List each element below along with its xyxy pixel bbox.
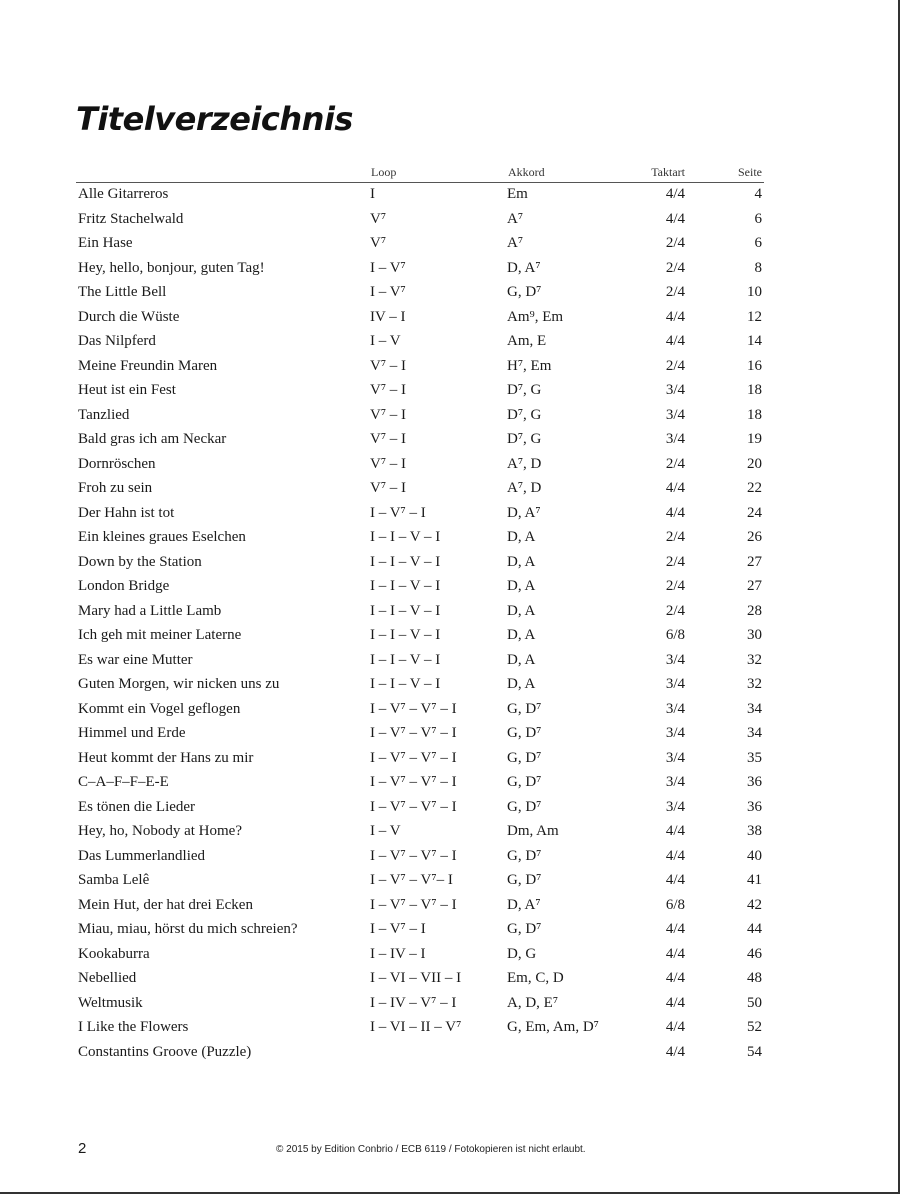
toc-row	[76, 649, 764, 674]
toc-row	[76, 477, 764, 502]
song-chord: Am⁹, Em	[507, 308, 564, 325]
toc-row	[76, 967, 764, 992]
song-chord: D⁷, G	[507, 406, 542, 423]
song-title: Kommt ein Vogel geflogen	[78, 700, 241, 717]
song-loop: I	[370, 186, 375, 202]
song-title: Das Lummerlandlied	[78, 847, 206, 864]
song-takt: 4/4	[665, 1043, 685, 1060]
song-title: Hey, ho, Nobody at Home?	[78, 823, 242, 839]
song-loop: I – V	[370, 333, 401, 349]
song-loop: I – V⁷ – V⁷ – I	[370, 774, 457, 790]
song-page: 12	[747, 308, 762, 325]
song-takt: 2/4	[665, 455, 685, 472]
song-page: 28	[747, 602, 762, 619]
song-chord: D, A	[507, 627, 536, 643]
song-chord: Em, C, D	[507, 970, 564, 986]
song-page: 35	[747, 749, 762, 766]
song-loop: I – V⁷ – V⁷– I	[370, 872, 453, 888]
song-takt: 4/4	[665, 823, 685, 839]
header-page: Seite	[738, 165, 762, 179]
song-chord: G, D⁷	[507, 725, 542, 741]
toc-row	[76, 845, 764, 870]
song-title: C–A–F–F–E-E	[78, 774, 169, 790]
song-takt: 4/4	[665, 186, 685, 202]
song-chord: Am, E	[507, 333, 547, 349]
song-title: Alle Gitarreros	[78, 186, 169, 202]
toc-row	[76, 722, 764, 747]
song-loop: V⁷	[370, 235, 387, 251]
song-chord: D⁷, G	[507, 431, 542, 447]
song-takt: 4/4	[665, 921, 685, 937]
song-title: I Like the Flowers	[78, 1019, 189, 1035]
toc-row	[76, 208, 764, 233]
song-takt: 4/4	[665, 504, 685, 521]
song-title: Mein Hut, der hat drei Ecken	[78, 896, 253, 913]
song-loop: V⁷ – I	[370, 431, 407, 447]
toc-row	[76, 281, 764, 306]
song-takt: 4/4	[665, 970, 685, 986]
song-title: London Bridge	[78, 578, 170, 594]
song-page: 34	[747, 700, 762, 717]
toc-row	[76, 575, 764, 600]
song-page: 4	[754, 186, 762, 202]
song-chord: D, A⁷	[507, 259, 541, 276]
song-title: Nebellied	[78, 970, 137, 986]
song-loop: V⁷ – I	[370, 406, 407, 423]
toc-row	[76, 453, 764, 478]
song-takt: 2/4	[665, 284, 685, 300]
song-loop: I – VI – II – V⁷	[370, 1019, 462, 1035]
toc-row	[76, 600, 764, 625]
song-page: 27	[747, 553, 762, 570]
song-title: Down by the Station	[78, 553, 202, 570]
header-takt: Taktart	[651, 165, 685, 179]
song-page: 6	[754, 235, 762, 251]
song-page: 6	[754, 210, 762, 227]
song-chord: G, D⁷	[507, 284, 542, 300]
song-chord: G, D⁷	[507, 872, 542, 888]
song-takt: 3/4	[665, 798, 685, 815]
toc-row	[76, 918, 764, 943]
song-title: Miau, miau, hörst du mich schreien?	[78, 921, 298, 937]
song-chord: D, A	[507, 529, 536, 545]
song-takt: 6/8	[665, 627, 685, 643]
song-page: 24	[747, 504, 762, 521]
song-title: The Little Bell	[78, 284, 167, 300]
song-loop: I – V⁷ – V⁷ – I	[370, 700, 457, 717]
song-loop: V⁷	[370, 210, 387, 227]
song-page: 18	[747, 406, 762, 423]
toc-row	[76, 698, 764, 723]
song-title: Der Hahn ist tot	[78, 504, 175, 521]
song-loop: I – VI – VII – I	[370, 970, 462, 986]
song-title: Weltmusik	[78, 994, 143, 1011]
song-loop: I – V⁷	[370, 284, 406, 300]
song-page: 50	[747, 994, 762, 1011]
song-takt: 3/4	[665, 382, 685, 398]
toc-row	[76, 355, 764, 380]
song-title: Es war eine Mutter	[78, 651, 193, 668]
toc-row	[76, 673, 764, 698]
header-chord: Akkord	[508, 165, 545, 179]
song-page: 40	[747, 847, 762, 864]
song-title: Hey, hello, bonjour, guten Tag!	[78, 259, 265, 276]
song-title: Es tönen die Lieder	[78, 798, 196, 815]
toc-row	[76, 1016, 764, 1041]
song-chord: D, A	[507, 651, 536, 668]
song-title: Himmel und Erde	[78, 725, 186, 741]
song-page: 22	[747, 480, 762, 496]
song-takt: 4/4	[665, 847, 685, 864]
song-chord: D, A	[507, 602, 536, 619]
song-chord: G, D⁷	[507, 700, 542, 717]
song-loop: I – I – V – I	[370, 529, 441, 545]
song-takt: 4/4	[665, 1019, 685, 1035]
toc-row	[76, 796, 764, 821]
song-takt: 3/4	[665, 431, 685, 447]
song-chord: A⁷, D	[507, 480, 542, 496]
song-loop: I – V⁷ – V⁷ – I	[370, 798, 457, 815]
song-chord: G, Em, Am, D⁷	[507, 1019, 599, 1035]
song-takt: 3/4	[665, 651, 685, 668]
song-title: Durch die Wüste	[78, 308, 180, 325]
song-loop: I – V⁷ – I	[370, 921, 426, 937]
song-title: Fritz Stachelwald	[78, 210, 184, 227]
toc-row	[76, 330, 764, 355]
song-page: 26	[747, 529, 762, 545]
song-takt: 2/4	[665, 357, 685, 374]
toc-row	[76, 306, 764, 331]
toc-row	[76, 943, 764, 968]
song-chord: D, A⁷	[507, 896, 541, 913]
song-title: Tanzlied	[78, 406, 130, 423]
song-loop: I – IV – V⁷ – I	[370, 994, 457, 1011]
song-chord: G, D⁷	[507, 774, 542, 790]
song-title: Constantins Groove (Puzzle)	[78, 1043, 252, 1060]
song-chord: D, G	[507, 945, 537, 962]
song-page: 18	[747, 382, 762, 398]
song-takt: 3/4	[665, 749, 685, 766]
song-title: Bald gras ich am Neckar	[78, 431, 227, 447]
song-title: Ein kleines graues Eselchen	[78, 529, 246, 545]
song-chord: D, A	[507, 578, 536, 594]
song-loop: V⁷ – I	[370, 455, 407, 472]
song-page: 54	[747, 1043, 762, 1060]
toc-row	[76, 379, 764, 404]
song-takt: 3/4	[665, 676, 685, 692]
toc-row	[76, 232, 764, 257]
song-page: 10	[747, 284, 762, 300]
song-loop: I – V⁷ – V⁷ – I	[370, 749, 457, 766]
song-chord: D, A⁷	[507, 504, 541, 521]
song-page: 52	[747, 1019, 762, 1035]
footer-page-number: 2	[78, 1140, 87, 1157]
song-takt: 2/4	[665, 578, 685, 594]
song-takt: 4/4	[665, 994, 685, 1011]
song-title: Ein Hase	[78, 235, 133, 251]
song-takt: 4/4	[665, 872, 685, 888]
song-chord: A⁷, D	[507, 455, 542, 472]
toc-row	[76, 894, 764, 919]
song-page: 38	[747, 823, 762, 839]
song-page: 32	[747, 651, 762, 668]
song-takt: 4/4	[665, 308, 685, 325]
header-loop: Loop	[371, 165, 397, 179]
song-takt: 3/4	[665, 700, 685, 717]
song-chord: Em	[507, 186, 528, 202]
toc-row	[76, 869, 764, 894]
song-page: 36	[747, 774, 762, 790]
song-page: 20	[747, 455, 762, 472]
song-takt: 4/4	[665, 333, 685, 349]
song-chord: H⁷, Em	[507, 357, 552, 374]
song-takt: 2/4	[665, 602, 685, 619]
song-loop: I – V	[370, 823, 401, 839]
page-title: Titelverzeichnis	[76, 100, 353, 138]
song-chord: G, D⁷	[507, 921, 542, 937]
song-chord: Dm, Am	[507, 823, 559, 839]
song-loop: V⁷ – I	[370, 357, 407, 374]
song-title: Dornröschen	[78, 455, 156, 472]
song-page: 42	[747, 896, 762, 913]
toc-row	[76, 820, 764, 845]
song-page: 32	[747, 676, 762, 692]
song-title: Heut ist ein Fest	[78, 382, 176, 398]
toc-row	[76, 428, 764, 453]
song-chord: G, D⁷	[507, 847, 542, 864]
song-title: Ich geh mit meiner Laterne	[78, 627, 242, 643]
song-page: 36	[747, 798, 762, 815]
toc-row	[76, 404, 764, 429]
song-loop: I – V⁷ – V⁷ – I	[370, 725, 457, 741]
song-loop: I – I – V – I	[370, 676, 441, 692]
song-takt: 4/4	[665, 210, 685, 227]
song-page: 48	[747, 970, 762, 986]
song-chord: D, A	[507, 553, 536, 570]
song-chord: G, D⁷	[507, 798, 542, 815]
toc-row	[76, 526, 764, 551]
song-chord: A, D, E⁷	[507, 994, 559, 1011]
song-loop: I – I – V – I	[370, 651, 441, 668]
song-loop: I – IV – I	[370, 945, 426, 962]
song-takt: 3/4	[665, 725, 685, 741]
song-page: 46	[747, 945, 762, 962]
song-takt: 3/4	[665, 406, 685, 423]
song-page: 27	[747, 578, 762, 594]
song-chord: D, A	[507, 676, 536, 692]
song-title: Kookaburra	[78, 945, 150, 962]
toc-row	[76, 502, 764, 527]
toc-rows	[76, 183, 764, 1065]
song-loop: V⁷ – I	[370, 382, 407, 398]
toc-row	[76, 551, 764, 576]
toc-row	[76, 257, 764, 282]
song-chord: D⁷, G	[507, 382, 542, 398]
song-page: 41	[747, 872, 762, 888]
toc-row	[76, 747, 764, 772]
song-loop: I – V⁷ – V⁷ – I	[370, 896, 457, 913]
song-loop: I – V⁷ – V⁷ – I	[370, 847, 457, 864]
song-takt: 2/4	[665, 235, 685, 251]
song-loop: V⁷ – I	[370, 480, 407, 496]
song-takt: 6/8	[665, 896, 685, 913]
song-chord: A⁷	[507, 210, 524, 227]
toc-row	[76, 624, 764, 649]
toc-row	[76, 1041, 764, 1066]
toc-row	[76, 183, 764, 208]
song-title: Samba Lelê	[78, 872, 150, 888]
song-title: Meine Freundin Maren	[78, 357, 218, 374]
song-loop: I – V⁷ – I	[370, 504, 426, 521]
song-page: 16	[747, 357, 762, 374]
song-page: 44	[747, 921, 762, 937]
song-takt: 2/4	[665, 529, 685, 545]
song-title: Das Nilpferd	[78, 333, 156, 349]
song-loop: I – I – V – I	[370, 553, 441, 570]
song-loop: I – I – V – I	[370, 627, 441, 643]
song-page: 30	[747, 627, 762, 643]
toc-row	[76, 992, 764, 1017]
song-title: Froh zu sein	[78, 480, 153, 496]
song-loop: I – V⁷	[370, 259, 406, 276]
song-page: 14	[747, 333, 762, 349]
song-loop: I – I – V – I	[370, 602, 441, 619]
song-takt: 2/4	[665, 259, 685, 276]
song-title: Heut kommt der Hans zu mir	[78, 749, 254, 766]
table-of-contents	[76, 162, 764, 1065]
toc-row	[76, 771, 764, 796]
song-page: 34	[747, 725, 762, 741]
song-page: 19	[747, 431, 762, 447]
song-takt: 4/4	[665, 480, 685, 496]
song-takt: 4/4	[665, 945, 685, 962]
song-loop: IV – I	[370, 308, 406, 325]
song-takt: 3/4	[665, 774, 685, 790]
toc-header-row	[76, 162, 764, 183]
footer-copyright: © 2015 by Edition Conbrio / ECB 6119 / Fotokopieren ist nicht erlaubt.	[276, 1144, 586, 1155]
song-takt: 2/4	[665, 553, 685, 570]
song-chord: G, D⁷	[507, 749, 542, 766]
song-title: Mary had a Little Lamb	[78, 602, 222, 619]
song-title: Guten Morgen, wir nicken uns zu	[78, 676, 280, 692]
song-loop: I – I – V – I	[370, 578, 441, 594]
song-page: 8	[754, 259, 762, 276]
song-chord: A⁷	[507, 235, 524, 251]
